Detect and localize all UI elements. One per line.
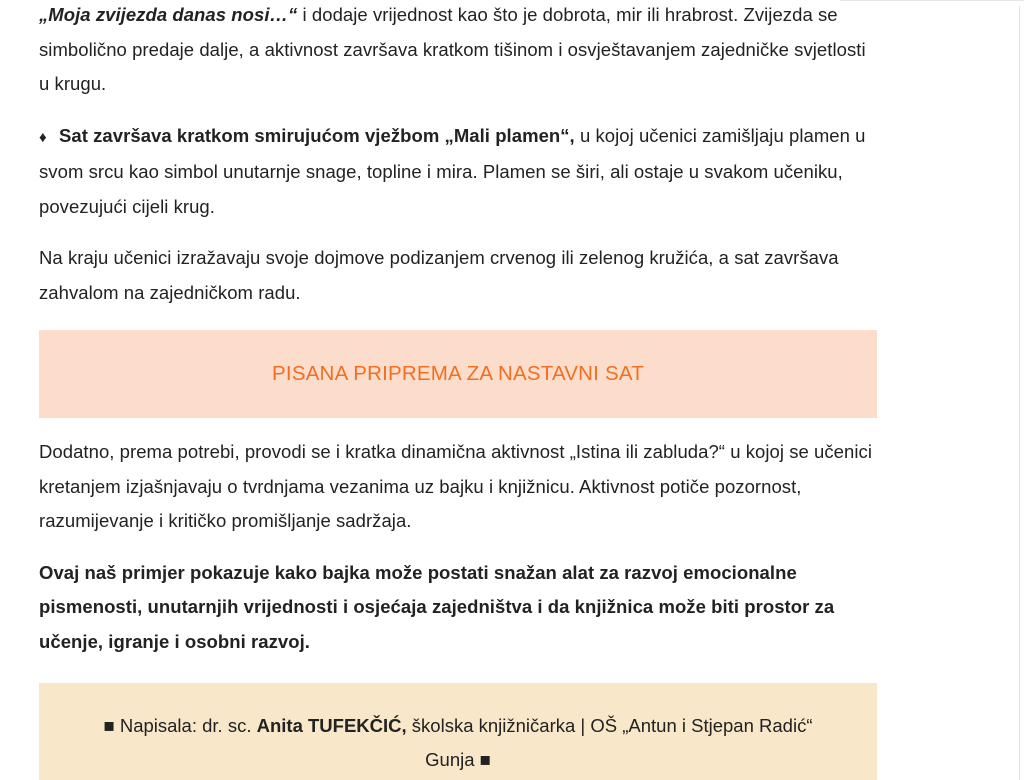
paragraph-text: u kojoj učenici zamišljaju plamen u svom srcu kao simbol unutarnje snage, topline i mira. Plamen se širi, ali ostaje u svakom učeniku, povezujući cijeli krug. xyxy=(39,124,866,217)
paragraph-star-activity xyxy=(39,0,877,102)
paragraph-text: i dodaje vrijednost kao što je dobrota, mir ili hrabrost. Zvijezda se simbolično predaje dalje, a aktivnost završava kratkom tišinom i osvještavanjem zajedničke svjetlosti u krugu. xyxy=(39,4,866,94)
flame-exercise-lead: Sat završava kratkom smirujućom vježbom „Mali plamen“, xyxy=(59,124,575,146)
star-phrase: „Moja zvijezda danas nosi…“ xyxy=(39,4,298,25)
author-box xyxy=(39,683,877,780)
square-marker-icon: ■ xyxy=(479,749,491,770)
author-role: školska knjižničarka | OŠ „Antun i Stjepan Radić“ Gunja xyxy=(406,715,813,770)
paragraph-closing: Na kraju učenici izražavaju svoje dojmove podizanjem crvenog ili zelenog kružića, a sat završava zahvalom na zajedničkom radu. xyxy=(39,247,839,303)
paragraph-true-or-false: Dodatno, prema potrebi, provodi se i kratka dinamična aktivnost „Istina ili zabluda?“ u kojoj se učenici kretanjem izjašnjavaju o tvrdnjama vezanima uz bajku i knjižnicu. Aktivnost potiče pozornost, razumijevanje i kritičko promišljanje sadržaja. xyxy=(39,441,872,531)
diamond-bullet-icon: ♦ xyxy=(39,128,47,146)
paragraph-flame-exercise xyxy=(39,119,877,225)
article-content xyxy=(39,0,877,780)
author-name: Anita TUFEKČIĆ, xyxy=(256,715,407,736)
lesson-plan-link[interactable]: PISANA PRIPREMA ZA NASTAVNI SAT xyxy=(272,362,644,385)
lesson-plan-banner[interactable] xyxy=(39,330,877,418)
paragraph-conclusion: Ovaj naš primjer pokazuje kako bajka može postati snažan alat za razvoj emocionalne pismenosti, unutarnjih vrijednosti i osjećaja zajedništva i da knjižnica može biti prostor za učenje, igranje i osobni razvoj. xyxy=(39,561,835,652)
square-marker-icon: ■ xyxy=(103,715,115,736)
author-prefix: Napisala: dr. sc. xyxy=(114,715,257,736)
scrollbar-track[interactable] xyxy=(1019,6,1020,780)
